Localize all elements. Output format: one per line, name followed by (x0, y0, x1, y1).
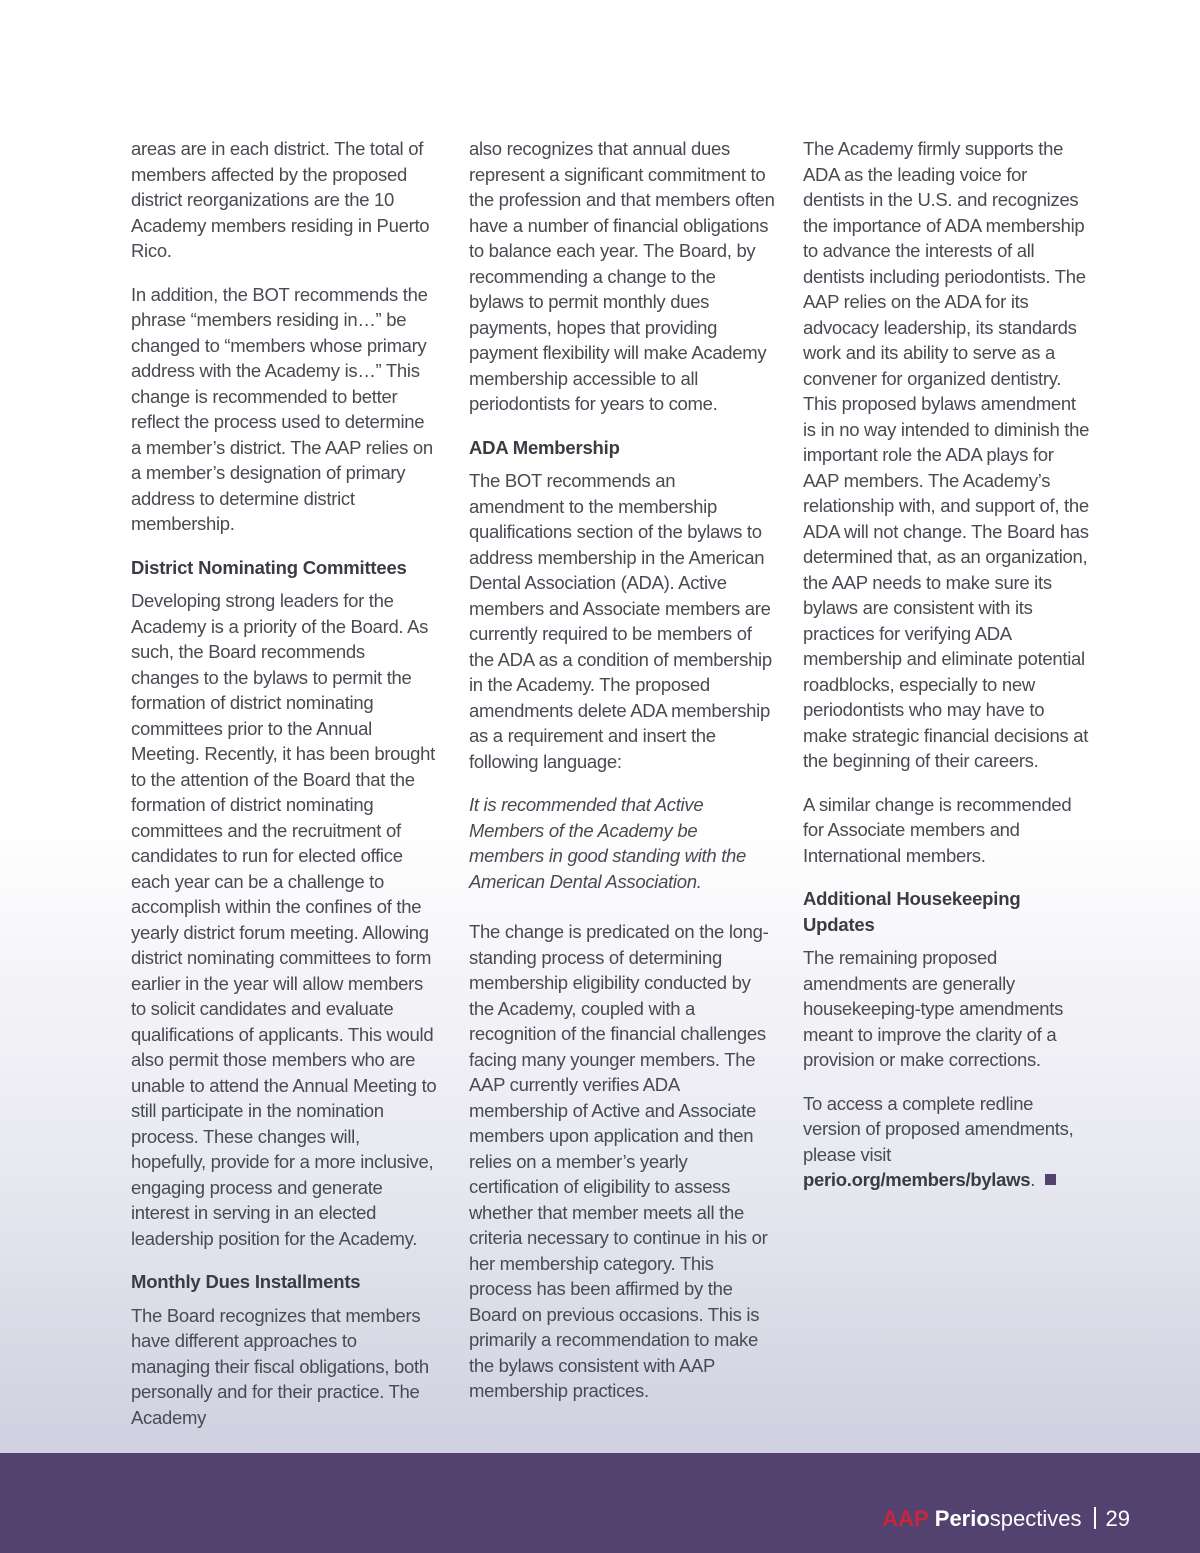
section-heading-monthly-dues: Monthly Dues Installments (131, 1271, 361, 1292)
paragraph: The BOT recommends an amendment to the membership qualifications section of the bylaws to address membership in the American Dental Association (ADA). Active members and Associate members are currently required to be members of the ADA as a condition of membership in the Academy. The proposed amendments delete ADA membership as a requirement and insert the following language: (469, 470, 772, 772)
end-of-article-square-icon (1045, 1174, 1056, 1185)
brand-spectives: spectives (989, 1506, 1082, 1531)
paragraph: The remaining proposed amendments are generally housekeeping-type amendments meant to improve the clarity of a provision or make corrections. (803, 947, 1064, 1070)
bylaws-link[interactable]: perio.org/members/bylaws (803, 1169, 1031, 1190)
column-1 (131, 136, 437, 1448)
paragraph: The Academy firmly supports the ADA as the leading voice for dentists in the U.S. and recognizes the importance of ADA membership to advance the interests of all dentists including periodontists. The AAP relies on the ADA for its advocacy leadership, its standards work and its ability to serve as a convener for organized dentistry. This proposed bylaws amendment is in no way intended to diminish the important role the ADA plays for AAP members. The Academy’s relationship with, and support of, the ADA will not change. The Board has determined that, as an organization, the AAP needs to make sure its bylaws are consistent with its practices for verifying ADA membership and eliminate potential roadblocks, especially to new periodontists who may have to make strategic financial decisions at the beginning of their careers. (803, 138, 1090, 771)
paragraph: also recognizes that annual dues represent a significant commitment to the profession and that members often have a number of financial obligations to balance each year. The Board, by recommending a change to the bylaws to permit monthly dues payments, hopes that providing payment flexibility will make Academy membership accessible to all periodontists for years to come. (469, 138, 775, 414)
quoted-amendment-language: It is recommended that Active Members of the Academy be members in good standing with the American Dental Association. (469, 794, 747, 892)
section-heading-district-nominating: District Nominating Committees (131, 556, 407, 578)
column-2 (469, 136, 775, 1422)
footer-separator (1094, 1507, 1096, 1529)
brand-aap: AAP (882, 1506, 929, 1531)
brand-perio: Perio (934, 1506, 990, 1531)
redline-text: To access a complete redline version of proposed amendments, please visit (803, 1092, 1074, 1165)
column-3 (803, 136, 1093, 1211)
paragraph-redline-access (803, 1091, 1093, 1193)
footer-brand (882, 1506, 1130, 1532)
paragraph: A similar change is recommended for Associate members and International members. (803, 793, 1072, 866)
page-number: 29 (1105, 1506, 1130, 1531)
paragraph: Developing strong leaders for the Academy is a priority of the Board. As such, the Board recommends changes to the bylaws to permit the formation of district nominating committees prior to the Annual Meeting. Recently, it has been brought to the attention of the Board that the formation of district nominating committees and the recruitment of candidates to run for elected office each year can be a challenge to accomplish within the confines of the yearly district forum meeting. Allowing district nominating committees to form earlier in the year will allow members to solicit candidates and evaluate qualifications of applicants. This would also permit those members who are unable to attend the Annual Meeting to still participate in the nomination process. These changes will, hopefully, provide for a more inclusive, engaging process and generate interest in serving in an elected leadership position for the Academy. (131, 590, 437, 1249)
paragraph: The Board recognizes that members have different approaches to managing their fiscal obligations, both personally and for their practice. The Academy (131, 1304, 429, 1428)
footer-bar (0, 1453, 1200, 1553)
redline-end: . (1030, 1169, 1036, 1190)
paragraph: The change is predicated on the long-standing process of determining membership eligibility conducted by the Academy, coupled with a recognition of the financial challenges facing many younger members. The AAP currently verifies ADA membership of Active and Associate members upon application and then relies on a member’s yearly certification of eligibility to assess whether that member meets all the criteria necessary to continue in his or her membership category. This process has been affirmed by the Board on previous occasions. This is primarily a recommendation to make the bylaws consistent with AAP membership practices. (469, 921, 769, 1401)
paragraph: areas are in each district. The total of members affected by the proposed district reorganizations are the 10 Academy members residing in Puerto Rico. (131, 138, 430, 261)
section-heading-housekeeping: Additional Housekeeping Updates (803, 888, 1021, 935)
paragraph: In addition, the BOT recommends the phrase “members residing in…” be changed to “members whose primary address with the Academy is…” This change is recommended to better reflect the process used to determine a member’s district. The AAP relies on a member’s designation of primary address to determine district membership. (131, 283, 433, 534)
section-heading-ada-membership: ADA Membership (469, 436, 620, 458)
